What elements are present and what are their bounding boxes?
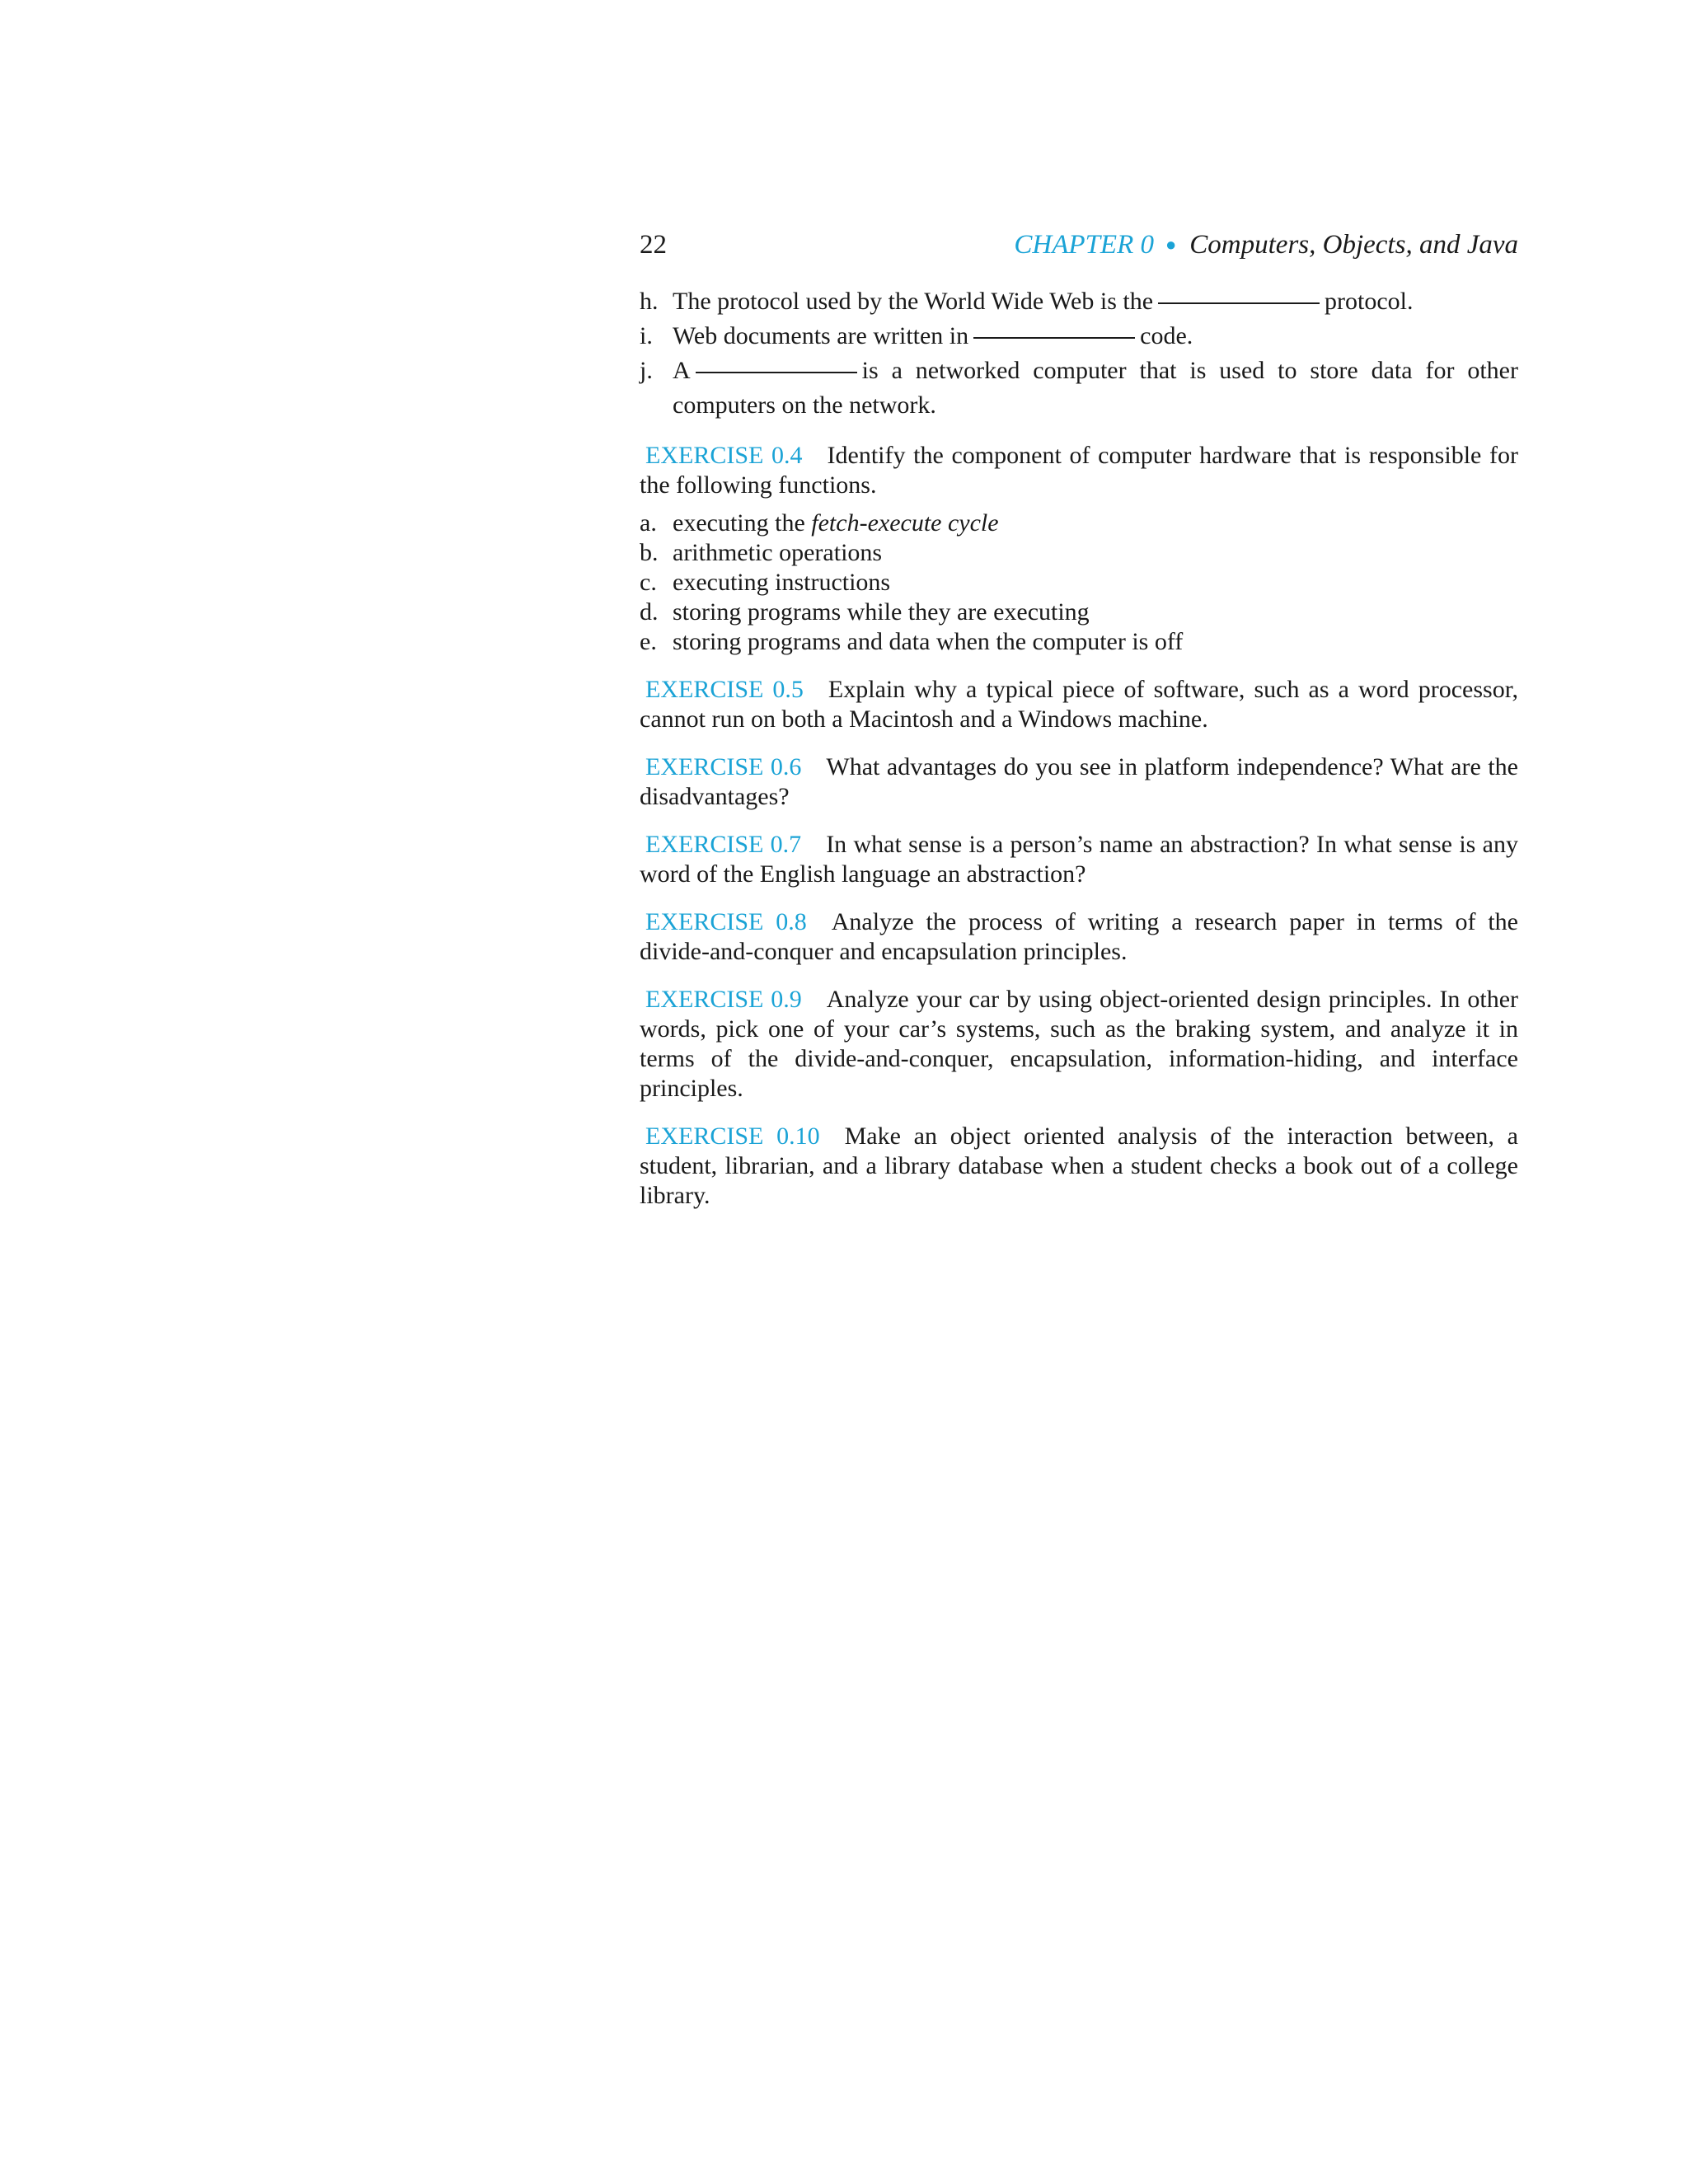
exercise-label: EXERCISE 0.8: [645, 908, 807, 935]
page-number: 22: [640, 230, 667, 260]
exercise-0-5: [640, 675, 1518, 734]
list-item: [640, 509, 1518, 538]
exercise-text: Analyze the process of writing a research paper in terms of the divide-and-conquer and encapsulation principles.: [640, 908, 1518, 965]
exercise-label: EXERCISE 0.10: [645, 1122, 820, 1150]
answer-blank: [973, 336, 1135, 339]
answer-blank: [1158, 302, 1320, 304]
exercise-text: Explain why a typical piece of software, such as a word processor, cannot run on both a Macintosh and a Windows machine.: [640, 676, 1518, 733]
book-page: [640, 227, 1518, 1229]
item-marker: b.: [640, 539, 659, 566]
exercise-0-10: [640, 1122, 1518, 1211]
exercise-0-4-items: [640, 509, 1518, 657]
item-marker: i.: [640, 322, 653, 349]
list-item: [640, 598, 1518, 627]
running-head: [640, 227, 1518, 263]
exercise-text: What advantages do you see in platform independence? What are the disadvantages?: [640, 753, 1518, 810]
exercise-0-4: [640, 441, 1518, 500]
fill-in-list: [640, 284, 1518, 423]
item-marker: a.: [640, 509, 657, 537]
item-text: storing programs and data when the computer is off: [673, 628, 1184, 655]
exercise-label: EXERCISE 0.6: [645, 753, 802, 780]
list-item: [640, 627, 1518, 657]
chapter-label: CHAPTER 0: [1014, 230, 1154, 260]
item-text: arithmetic operations: [673, 539, 883, 566]
chapter-title: Computers, Objects, and Java: [1189, 230, 1518, 260]
item-text: The protocol used by the World Wide Web is the: [673, 288, 1154, 315]
exercise-label: EXERCISE 0.5: [645, 676, 804, 703]
exercise-0-7: [640, 830, 1518, 889]
item-text: executing instructions: [673, 569, 891, 596]
exercise-text: Analyze your car by using object-oriented design principles. In other words, pick one of your car’s systems, such as the braking system, and analyze it in terms of the divide-and-conquer, encapsulation, information-hiding, and interface principles.: [640, 986, 1518, 1102]
item-marker: e.: [640, 628, 657, 655]
list-item: [640, 568, 1518, 598]
list-item: [640, 319, 1518, 354]
answer-blank: [696, 371, 857, 373]
item-text: A: [673, 357, 691, 384]
list-item: [640, 538, 1518, 568]
item-marker: j.: [640, 357, 653, 384]
list-item: [640, 284, 1518, 319]
list-item: [640, 354, 1518, 423]
exercise-label: EXERCISE 0.7: [645, 831, 802, 858]
exercise-text: Identify the component of computer hardware that is responsible for the following functions.: [640, 442, 1518, 499]
item-marker: h.: [640, 288, 659, 315]
exercise-text: Make an object oriented analysis of the interaction between, a student, librarian, and a library database when a student checks a book out of a college library.: [640, 1122, 1518, 1209]
exercise-label: EXERCISE 0.9: [645, 986, 802, 1013]
exercise-0-6: [640, 752, 1518, 812]
item-text: executing the: [673, 509, 805, 537]
exercise-0-8: [640, 907, 1518, 967]
item-text: is a networked computer that is used to store data for other computers on the network.: [673, 357, 1518, 419]
item-text-italic: fetch-execute cycle: [811, 509, 999, 537]
bullet-icon: ●: [1165, 234, 1177, 255]
item-text: code.: [1140, 322, 1193, 349]
item-marker: c.: [640, 569, 657, 596]
item-text: protocol.: [1325, 288, 1414, 315]
item-marker: d.: [640, 598, 659, 626]
exercise-label: EXERCISE 0.4: [645, 442, 803, 469]
item-text: Web documents are written in: [673, 322, 969, 349]
chapter-heading: [1014, 227, 1518, 263]
item-text: storing programs while they are executing: [673, 598, 1090, 626]
exercise-text: In what sense is a person’s name an abstraction? In what sense is any word of the English language an abstraction?: [640, 831, 1518, 888]
exercise-0-9: [640, 985, 1518, 1104]
